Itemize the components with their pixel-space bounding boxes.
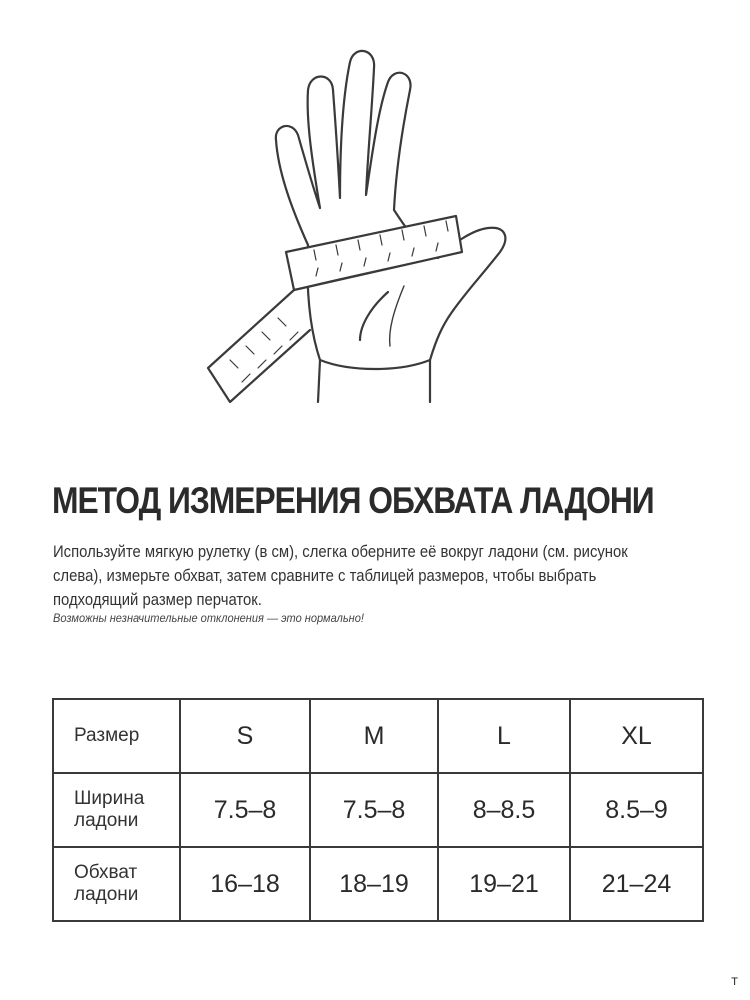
row-label-girth — [53, 847, 180, 921]
width-m: 7.5–8 — [310, 773, 438, 847]
hand-measuring-tape-icon — [190, 30, 550, 410]
width-xl: 8.5–9 — [570, 773, 703, 847]
width-l: 8–8.5 — [438, 773, 570, 847]
size-s: S — [180, 699, 310, 773]
size-m: M — [310, 699, 438, 773]
row-label-size: Размер — [53, 699, 180, 773]
hand-illustration — [190, 30, 550, 410]
girth-s: 16–18 — [180, 847, 310, 921]
deviation-note: Возможны незначительные отклонения — это нормально! — [53, 611, 364, 625]
instruction-text: Используйте мягкую рулетку (в см), слегка оберните её вокруг ладони (см. рисунок слева), измерьте обхват, затем сравните с таблицей размеров, чтобы выбрать подходящий размер перчаток. — [53, 543, 628, 609]
row-label-width — [53, 773, 180, 847]
corner-mark: T — [731, 976, 738, 988]
row-label-width-line2: ладони — [74, 810, 139, 831]
width-s: 7.5–8 — [180, 773, 310, 847]
table-row-width — [53, 773, 703, 847]
girth-l: 19–21 — [438, 847, 570, 921]
table-row-girth — [53, 847, 703, 921]
row-label-girth-line1: Обхват — [74, 862, 138, 883]
girth-xl: 21–24 — [570, 847, 703, 921]
size-l: L — [438, 699, 570, 773]
page-title: МЕТОД ИЗМЕРЕНИЯ ОБХВАТА ЛАДОНИ — [52, 480, 654, 521]
row-label-width-line1: Ширина — [74, 788, 145, 809]
table-row-size — [53, 699, 703, 773]
size-chart-table — [52, 698, 704, 922]
girth-m: 18–19 — [310, 847, 438, 921]
row-label-girth-line2: ладони — [74, 884, 139, 905]
size-xl: XL — [570, 699, 703, 773]
